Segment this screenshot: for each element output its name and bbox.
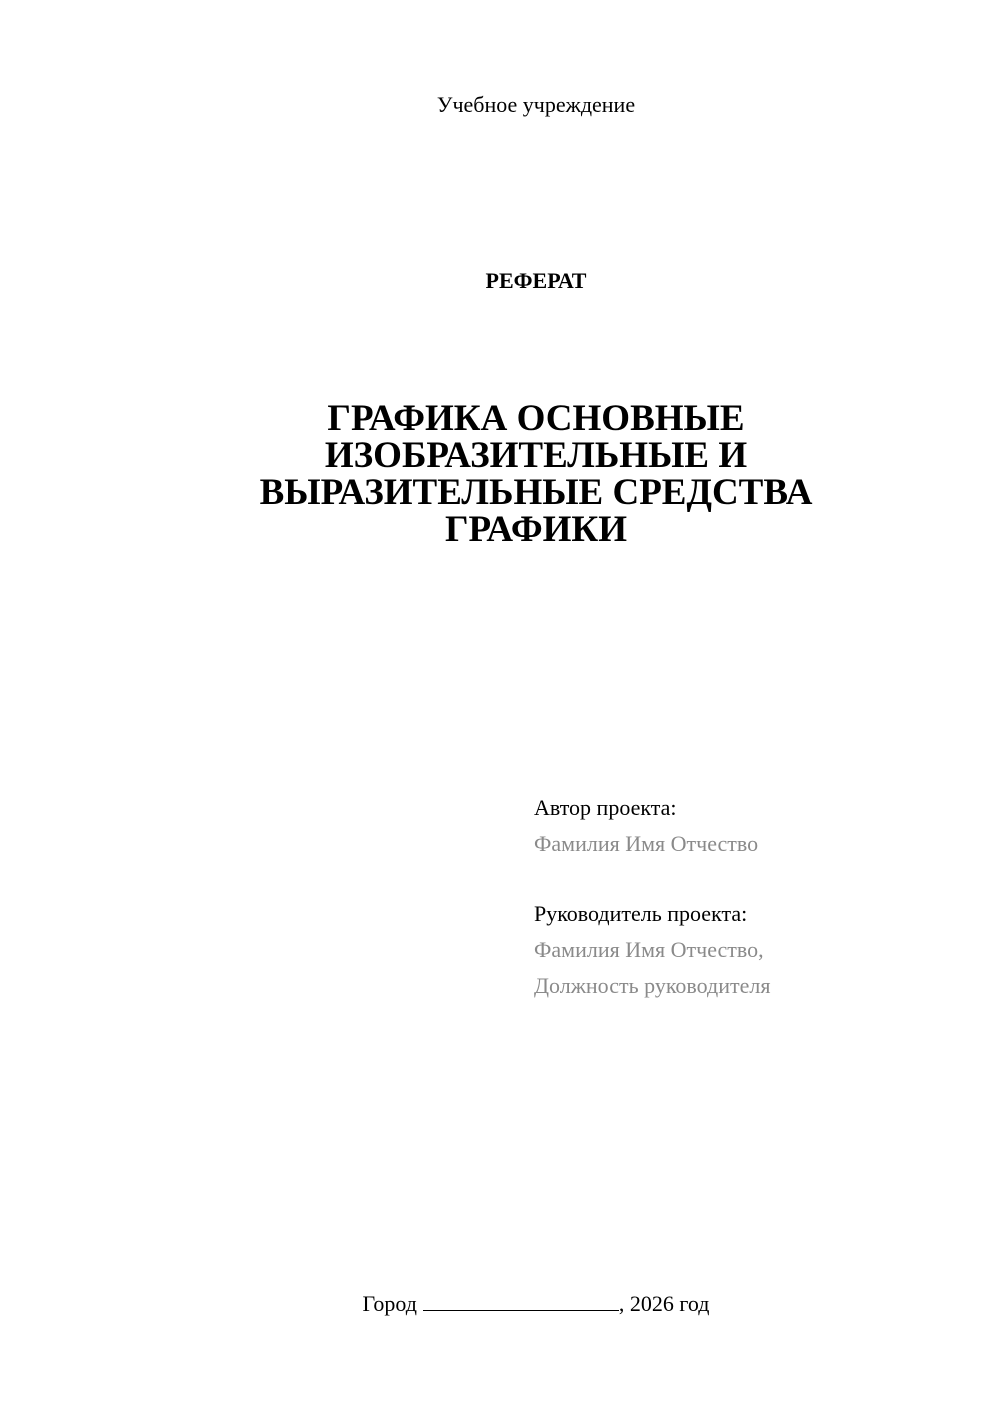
supervisor-position: Должность руководителя [534,973,771,998]
city-label: Город [362,1291,417,1316]
title-line: ГРАФИКА ОСНОВНЫЕ [327,398,745,439]
supervisor-name: Фамилия Имя Отчество, [534,937,764,962]
title-line: ИЗОБРАЗИТЕЛЬНЫЕ И [324,435,748,476]
title-line: ГРАФИКИ [445,509,627,550]
year-text: , 2026 год [618,1291,710,1316]
document-type: РЕФЕРАТ [485,268,587,293]
city-blank-line [423,1290,619,1311]
author-name: Фамилия Имя Отчество [534,831,759,856]
spacer [534,862,974,896]
authors-block [534,790,974,1004]
document-title [220,400,852,548]
supervisor-label: Руководитель проекта: [534,901,748,926]
footer-city-year [0,1290,1000,1317]
institution-name: Учебное учреждение [436,92,636,117]
author-label: Автор проекта: [534,795,677,820]
title-line: ВЫРАЗИТЕЛЬНЫЕ СРЕДСТВА [259,472,813,513]
